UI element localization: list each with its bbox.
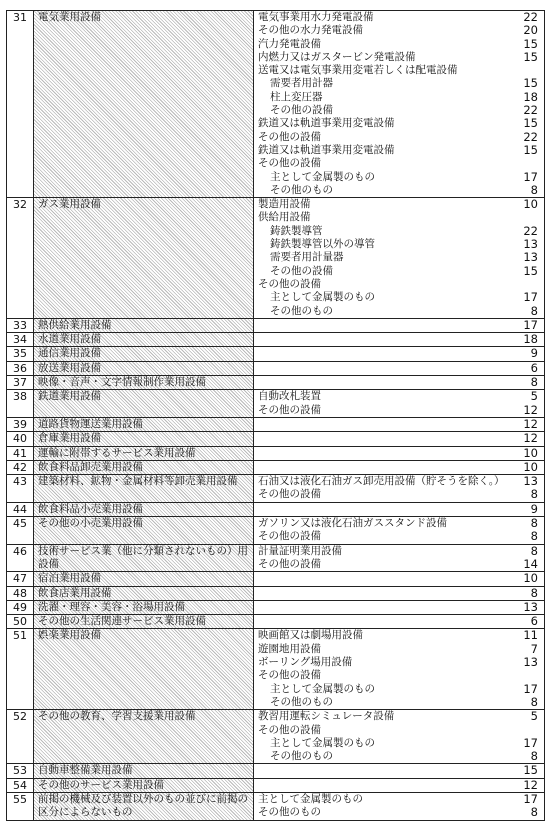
detail-line — [254, 629, 544, 642]
table-row — [7, 629, 544, 710]
detail-line — [254, 376, 544, 389]
useful-life-years: 8 — [530, 487, 538, 502]
detail-list — [254, 572, 544, 585]
detail-line — [254, 305, 544, 318]
useful-life-years: 11 — [523, 629, 538, 643]
useful-life-years: 17 — [523, 681, 538, 696]
equipment-category: 熱供給業用設備 — [34, 319, 254, 332]
useful-life-years: 13 — [523, 600, 538, 614]
detail-label: その他のもの — [258, 806, 321, 819]
detail-line — [254, 157, 544, 170]
detail-line — [254, 475, 544, 488]
equipment-category: その他の生活関連サービス業用設備 — [34, 615, 254, 628]
detail-line — [254, 615, 544, 628]
detail-list — [254, 629, 544, 709]
detail-label: その他の設備 — [258, 157, 321, 170]
detail-list — [254, 447, 544, 460]
detail-line — [254, 806, 544, 819]
detail-line — [254, 793, 544, 806]
useful-life-years — [518, 669, 538, 682]
equipment-category: 建築材料、鉱物・金属材料等卸売業用設備 — [34, 475, 254, 502]
row-number: 35 — [7, 347, 34, 360]
useful-life-years: 12 — [523, 778, 538, 792]
table-row — [7, 362, 544, 376]
detail-line — [254, 669, 544, 682]
table-row — [7, 545, 544, 573]
row-number: 38 — [7, 390, 34, 417]
detail-label: 電気事業用水力発電設備 — [258, 11, 374, 23]
detail-line — [254, 198, 544, 211]
table-row — [7, 779, 544, 793]
table-row — [7, 418, 544, 432]
detail-line — [254, 587, 544, 600]
detail-label: 送電又は電気事業用変電若しくは配電設備 — [258, 64, 458, 77]
useful-life-years: 22 — [523, 11, 538, 24]
detail-label: ボーリング場用設備 — [258, 656, 353, 668]
detail-label: その他の設備 — [258, 530, 321, 543]
row-number: 52 — [7, 710, 34, 763]
useful-life-years: 22 — [523, 223, 538, 238]
useful-life-years: 15 — [523, 142, 538, 157]
detail-label — [258, 601, 518, 614]
useful-life-years: 15 — [523, 263, 538, 278]
table-row — [7, 376, 544, 390]
detail-label: 製造用設備 — [258, 198, 311, 211]
detail-label: 鋳鉄製導管以外の導管 — [270, 238, 375, 251]
detail-label: その他のもの — [270, 750, 333, 763]
useful-life-years: 8 — [530, 529, 538, 544]
useful-life-years: 8 — [530, 517, 538, 531]
detail-line — [254, 104, 544, 117]
detail-label: 主として金属製のもの — [270, 682, 375, 695]
detail-label: 主として金属製のもの — [270, 170, 375, 183]
table-row — [7, 319, 544, 333]
equipment-category: 通信業用設備 — [34, 347, 254, 360]
detail-list — [254, 11, 544, 197]
detail-list — [254, 376, 544, 389]
useful-life-years: 8 — [530, 182, 538, 197]
useful-life-years: 18 — [523, 89, 538, 104]
detail-label: 供給用設備 — [258, 211, 311, 224]
row-number: 32 — [7, 198, 34, 318]
detail-label: 鉄道又は軌道事業用変電設備 — [258, 117, 395, 130]
detail-label: 教習用運転シミュレータ設備 — [258, 710, 395, 723]
useful-life-years: 15 — [523, 76, 538, 91]
detail-list — [254, 779, 544, 792]
equipment-category: 運輸に附帯するサービス業用設備 — [34, 447, 254, 460]
table-row — [7, 517, 544, 545]
detail-label: その他の設備 — [258, 277, 321, 290]
detail-list — [254, 198, 544, 318]
useful-life-years — [518, 64, 538, 77]
equipment-category: 倉庫業用設備 — [34, 432, 254, 445]
detail-line — [254, 319, 544, 332]
detail-label: 鋳鉄製導管 — [270, 224, 323, 237]
row-number: 49 — [7, 601, 34, 614]
detail-label: 主として金属製のもの — [270, 736, 375, 749]
detail-label: その他の設備 — [258, 557, 321, 570]
detail-list — [254, 503, 544, 516]
detail-list — [254, 601, 544, 614]
useful-life-years: 22 — [523, 129, 538, 144]
detail-list — [254, 793, 544, 820]
detail-label: その他の設備 — [258, 488, 321, 501]
useful-life-years: 6 — [530, 361, 538, 375]
row-number: 39 — [7, 418, 34, 431]
detail-line — [254, 51, 544, 64]
table-row — [7, 503, 544, 517]
detail-label: その他の設備 — [270, 104, 333, 117]
detail-list — [254, 390, 544, 417]
row-number: 43 — [7, 475, 34, 502]
equipment-category: 鉄道業用設備 — [34, 390, 254, 417]
row-number: 46 — [7, 545, 34, 572]
detail-label: 遊園地用設備 — [258, 642, 321, 655]
detail-label — [258, 347, 518, 360]
detail-line — [254, 461, 544, 474]
detail-line — [254, 251, 544, 264]
useful-life-years: 12 — [523, 417, 538, 431]
detail-list — [254, 319, 544, 332]
row-number: 40 — [7, 432, 34, 445]
detail-line — [254, 77, 544, 90]
useful-life-years: 7 — [530, 641, 538, 656]
detail-line — [254, 144, 544, 157]
useful-life-years: 14 — [523, 556, 538, 571]
detail-line — [254, 779, 544, 792]
detail-line — [254, 750, 544, 763]
detail-line — [254, 656, 544, 669]
equipment-category: 飲食料品小売業用設備 — [34, 503, 254, 516]
detail-line — [254, 184, 544, 197]
detail-list — [254, 333, 544, 346]
detail-label: その他のもの — [270, 695, 333, 708]
detail-label — [258, 764, 518, 777]
detail-line — [254, 291, 544, 304]
detail-label — [258, 376, 518, 389]
useful-life-years: 15 — [523, 764, 538, 778]
detail-label: 主として金属製のもの — [270, 291, 375, 304]
detail-label — [258, 319, 518, 332]
useful-life-years: 15 — [523, 49, 538, 64]
useful-life-years: 17 — [523, 735, 538, 750]
useful-life-years: 9 — [530, 502, 538, 516]
detail-list — [254, 475, 544, 502]
detail-line — [254, 238, 544, 251]
detail-line — [254, 390, 544, 403]
table-row — [7, 572, 544, 586]
useful-life-years: 10 — [523, 198, 538, 212]
useful-life-years: 13 — [523, 250, 538, 265]
detail-label: ガソリン又は液化石油ガススタンド設備 — [258, 517, 447, 530]
useful-life-years: 6 — [530, 615, 538, 629]
useful-life-years: 20 — [523, 23, 538, 38]
detail-line — [254, 333, 544, 346]
detail-line — [254, 11, 544, 24]
useful-life-years: 13 — [523, 237, 538, 252]
row-number: 37 — [7, 376, 34, 389]
detail-line — [254, 225, 544, 238]
equipment-category: 水道業用設備 — [34, 333, 254, 346]
detail-line — [254, 710, 544, 723]
table-row — [7, 475, 544, 503]
detail-label — [258, 615, 518, 628]
useful-life-years: 8 — [530, 303, 538, 318]
table-row — [7, 390, 544, 418]
useful-life-years — [518, 278, 538, 291]
useful-life-years: 17 — [523, 290, 538, 305]
detail-line — [254, 131, 544, 144]
detail-label: その他の水力発電設備 — [258, 24, 363, 37]
useful-life-years: 15 — [523, 116, 538, 131]
detail-line — [254, 404, 544, 417]
detail-label: 石油又は液化石油ガス卸売用設備（貯そうを除く。） — [258, 475, 505, 488]
useful-life-years: 8 — [530, 544, 538, 558]
detail-line — [254, 38, 544, 51]
detail-label: 計量証明業用設備 — [258, 544, 342, 557]
detail-line — [254, 362, 544, 375]
equipment-category: 自動車整備業用設備 — [34, 764, 254, 777]
useful-life-years: 10 — [523, 572, 538, 586]
useful-life-years: 10 — [523, 446, 538, 460]
equipment-category: その他の小売業用設備 — [34, 517, 254, 544]
useful-life-years: 13 — [523, 475, 538, 489]
detail-label: その他の設備 — [270, 264, 333, 277]
equipment-category: 放送業用設備 — [34, 362, 254, 375]
row-number: 42 — [7, 461, 34, 474]
table-row — [7, 432, 544, 446]
detail-label: 主として金属製のもの — [258, 792, 363, 805]
detail-line — [254, 601, 544, 614]
detail-label: 映画館又は劇場用設備 — [258, 629, 363, 642]
equipment-category: 道路貨物運送業用設備 — [34, 418, 254, 431]
table-row — [7, 601, 544, 615]
table-row — [7, 793, 544, 821]
equipment-category: その他のサービス業用設備 — [34, 779, 254, 792]
detail-label — [258, 779, 518, 792]
detail-label: 内燃力又はガスタービン発電設備 — [258, 50, 416, 63]
row-number: 31 — [7, 11, 34, 197]
detail-line — [254, 737, 544, 750]
detail-label: 汽力発電設備 — [258, 37, 321, 50]
detail-label: その他のもの — [270, 183, 333, 196]
detail-label: その他の設備 — [258, 723, 321, 736]
detail-list — [254, 432, 544, 445]
useful-life-years: 8 — [530, 694, 538, 709]
detail-line — [254, 347, 544, 360]
row-number: 53 — [7, 764, 34, 777]
equipment-category: 宿泊業用設備 — [34, 572, 254, 585]
detail-line — [254, 91, 544, 104]
equipment-category: 娯楽業用設備 — [34, 629, 254, 709]
detail-line — [254, 530, 544, 543]
row-number: 45 — [7, 517, 34, 544]
useful-life-years: 5 — [530, 710, 538, 724]
table-row — [7, 198, 544, 319]
detail-label: その他のもの — [270, 304, 333, 317]
detail-label: 需要者用計量器 — [270, 251, 344, 264]
detail-list — [254, 545, 544, 572]
useful-life-table — [6, 10, 545, 821]
row-number: 51 — [7, 629, 34, 709]
equipment-category: ガス業用設備 — [34, 198, 254, 318]
detail-label — [258, 461, 518, 474]
row-number: 34 — [7, 333, 34, 346]
detail-line — [254, 764, 544, 777]
table-row — [7, 710, 544, 764]
useful-life-years — [518, 157, 538, 170]
equipment-category: その他の教育、学習支援業用設備 — [34, 710, 254, 763]
detail-line — [254, 64, 544, 77]
useful-life-years: 17 — [523, 169, 538, 184]
detail-label — [258, 587, 518, 600]
detail-line — [254, 24, 544, 37]
detail-label: その他の設備 — [258, 130, 321, 143]
useful-life-years: 17 — [523, 318, 538, 332]
equipment-category: 洗濯・理容・美容・浴場用設備 — [34, 601, 254, 614]
detail-line — [254, 558, 544, 571]
useful-life-years: 13 — [523, 655, 538, 669]
equipment-category: 飲食店業用設備 — [34, 587, 254, 600]
detail-label: その他の設備 — [258, 403, 321, 416]
detail-line — [254, 517, 544, 530]
detail-label — [258, 333, 518, 346]
detail-line — [254, 447, 544, 460]
detail-list — [254, 710, 544, 763]
detail-list — [254, 418, 544, 431]
useful-life-years: 15 — [523, 36, 538, 51]
detail-label: 鉄道又は軌道事業用変電設備 — [258, 143, 395, 156]
row-number: 47 — [7, 572, 34, 585]
equipment-category: 前掲の機械及び装置以外のもの並びに前掲の区分によらないもの — [34, 793, 254, 820]
detail-label: その他の設備 — [258, 669, 321, 682]
useful-life-years: 8 — [530, 805, 538, 820]
detail-line — [254, 683, 544, 696]
detail-label: 需要者用計器 — [270, 77, 333, 90]
row-number: 33 — [7, 319, 34, 332]
table-row — [7, 615, 544, 629]
detail-label: 柱上変圧器 — [270, 90, 323, 103]
detail-list — [254, 347, 544, 360]
useful-life-years — [518, 211, 538, 224]
detail-line — [254, 265, 544, 278]
detail-line — [254, 171, 544, 184]
detail-line — [254, 488, 544, 501]
detail-label — [258, 447, 518, 460]
useful-life-years — [518, 724, 538, 737]
useful-life-years: 8 — [530, 749, 538, 764]
detail-list — [254, 587, 544, 600]
detail-label — [258, 432, 518, 445]
detail-label: 自動改札装置 — [258, 390, 321, 403]
equipment-category: 映像・音声・文字情報制作業用設備 — [34, 376, 254, 389]
useful-life-years: 12 — [523, 432, 538, 446]
equipment-category: 電気業用設備 — [34, 11, 254, 197]
detail-label — [258, 362, 518, 375]
row-number: 44 — [7, 503, 34, 516]
detail-list — [254, 517, 544, 544]
detail-line — [254, 278, 544, 291]
table-row — [7, 333, 544, 347]
equipment-category: 技術サービス業（他に分類されないもの）用設備 — [34, 545, 254, 572]
detail-line — [254, 418, 544, 431]
useful-life-years: 8 — [530, 586, 538, 600]
detail-list — [254, 764, 544, 777]
detail-line — [254, 432, 544, 445]
detail-line — [254, 211, 544, 224]
detail-label — [258, 418, 518, 431]
detail-line — [254, 724, 544, 737]
table-row — [7, 347, 544, 361]
detail-line — [254, 572, 544, 585]
detail-list — [254, 461, 544, 474]
table-row — [7, 447, 544, 461]
useful-life-years: 12 — [523, 402, 538, 417]
table-row — [7, 11, 544, 198]
row-number: 41 — [7, 447, 34, 460]
table-row — [7, 764, 544, 778]
detail-line — [254, 117, 544, 130]
useful-life-years: 9 — [530, 347, 538, 361]
useful-life-years: 18 — [523, 333, 538, 347]
row-number: 55 — [7, 793, 34, 820]
useful-life-years: 5 — [530, 390, 538, 404]
row-number: 50 — [7, 615, 34, 628]
detail-label — [258, 572, 518, 585]
useful-life-years: 10 — [523, 460, 538, 474]
useful-life-years: 22 — [523, 103, 538, 118]
detail-line — [254, 503, 544, 516]
useful-life-years: 8 — [530, 376, 538, 390]
detail-list — [254, 362, 544, 375]
row-number: 48 — [7, 587, 34, 600]
row-number: 54 — [7, 779, 34, 792]
detail-label — [258, 503, 518, 516]
table-row — [7, 461, 544, 475]
detail-line — [254, 696, 544, 709]
detail-list — [254, 615, 544, 628]
table-row — [7, 587, 544, 601]
detail-line — [254, 545, 544, 558]
detail-line — [254, 643, 544, 656]
equipment-category: 飲食料品卸売業用設備 — [34, 461, 254, 474]
useful-life-years: 17 — [523, 792, 538, 806]
row-number: 36 — [7, 362, 34, 375]
